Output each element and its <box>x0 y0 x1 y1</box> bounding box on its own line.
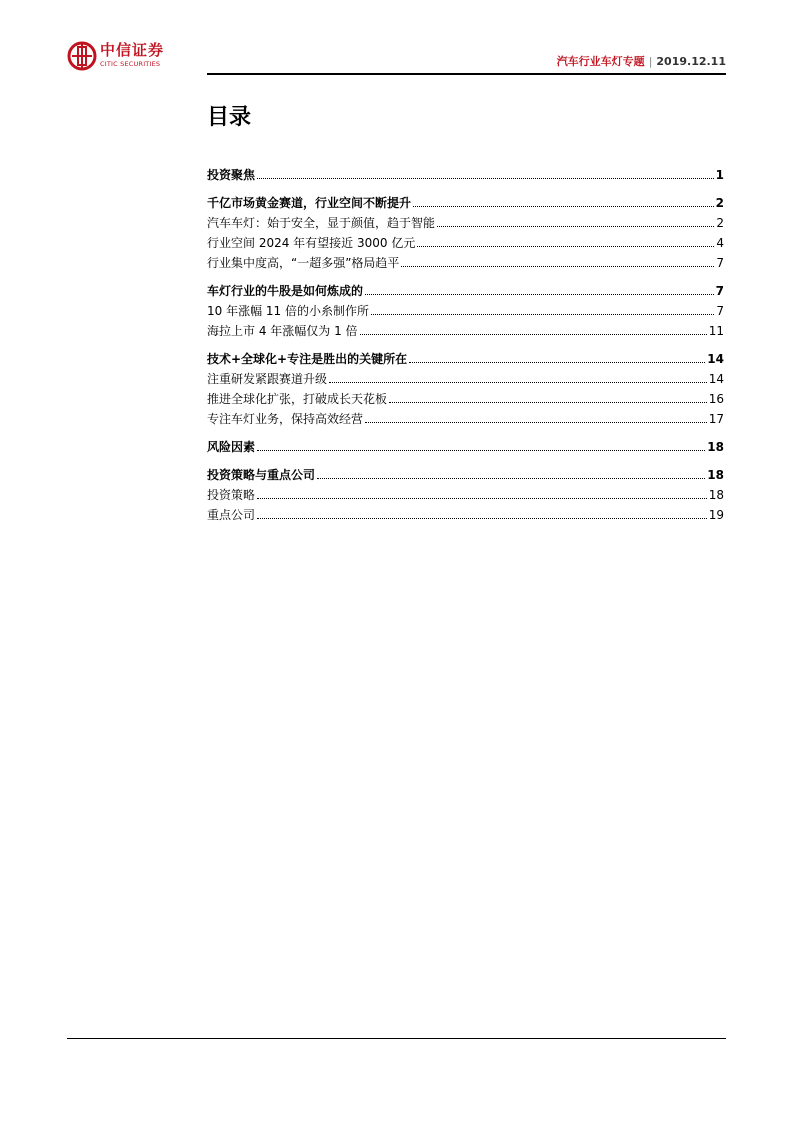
toc-entry[interactable] <box>207 279 724 299</box>
toc-entry[interactable] <box>207 299 724 319</box>
toc-entry-text: 风险因素 <box>207 440 256 454</box>
toc-leader-dots <box>371 314 714 315</box>
toc-entry[interactable] <box>207 435 724 455</box>
toc-leader-dots <box>409 362 705 363</box>
toc-entry-text: 汽车车灯：始于安全，显于颜值，趋于智能 <box>207 216 436 230</box>
toc-leader-dots <box>257 178 714 179</box>
toc-entry-text: 投资策略与重点公司 <box>207 468 316 482</box>
toc-entry-page: 14 <box>707 352 724 366</box>
toc-entry-text: 重点公司 <box>207 508 256 522</box>
toc-entry-text: 千亿市场黄金赛道，行业空间不断提升 <box>207 196 412 210</box>
toc-entry-page: 18 <box>708 488 724 502</box>
toc-entry[interactable] <box>207 251 724 271</box>
citic-logo-icon <box>67 41 97 71</box>
toc-leader-dots <box>413 206 714 207</box>
toc-entry-text: 技术+全球化+专注是胜出的关键所在 <box>207 352 408 366</box>
toc-leader-dots <box>389 402 707 403</box>
toc-entry-text: 投资聚焦 <box>207 168 256 182</box>
logo-english-name: CITIC SECURITIES <box>100 60 161 68</box>
toc-entry-text: 推进全球化扩张，打破成长天花板 <box>207 392 388 406</box>
toc-entry[interactable] <box>207 319 724 339</box>
toc-entry-text: 专注车灯业务，保持高效经营 <box>207 412 364 426</box>
footer-divider <box>67 1038 726 1039</box>
toc-entry-page: 2 <box>715 196 724 210</box>
toc-entry[interactable] <box>207 191 724 211</box>
toc-entry[interactable] <box>207 483 724 503</box>
toc-entry-page: 7 <box>715 284 724 298</box>
toc-entry[interactable] <box>207 163 724 183</box>
toc-leader-dots <box>437 226 714 227</box>
table-of-contents <box>207 163 724 523</box>
toc-leader-dots <box>257 450 705 451</box>
citic-logo <box>67 41 177 71</box>
toc-entry-page: 14 <box>708 372 724 386</box>
toc-entry-text: 10 年涨幅 11 倍的小糸制作所 <box>207 304 369 318</box>
toc-entry-text: 行业集中度高，“一超多强”格局趋平 <box>207 256 400 270</box>
logo-chinese-name: 中信证券 <box>100 41 165 59</box>
toc-entry-page: 11 <box>708 324 724 338</box>
toc-title: 目录 <box>207 105 252 130</box>
toc-entry[interactable] <box>207 211 724 231</box>
toc-leader-dots <box>360 334 707 335</box>
toc-entry[interactable] <box>207 347 724 367</box>
toc-entry-page: 17 <box>708 412 724 426</box>
toc-leader-dots <box>317 478 705 479</box>
toc-entry-page: 4 <box>716 236 724 250</box>
toc-entry-page: 18 <box>707 440 724 454</box>
toc-entry-page: 7 <box>716 304 724 318</box>
toc-entry-page: 19 <box>708 508 724 522</box>
toc-entry[interactable] <box>207 463 724 483</box>
toc-leader-dots <box>257 518 707 519</box>
toc-entry-text: 行业空间 2024 年有望接近 3000 亿元 <box>207 236 416 250</box>
toc-entry[interactable] <box>207 231 724 251</box>
report-date: 2019.12.11 <box>656 55 726 68</box>
header-separator: | <box>648 55 653 68</box>
toc-leader-dots <box>257 498 707 499</box>
toc-entry-text: 注重研发紧跟赛道升级 <box>207 372 328 386</box>
toc-entry-text: 车灯行业的牛股是如何炼成的 <box>207 284 364 298</box>
toc-entry-page: 7 <box>716 256 724 270</box>
toc-entry[interactable] <box>207 503 724 523</box>
toc-entry[interactable] <box>207 387 724 407</box>
toc-leader-dots <box>401 266 714 267</box>
toc-entry-page: 2 <box>716 216 724 230</box>
toc-entry-text: 海拉上市 4 年涨幅仅为 1 倍 <box>207 324 358 338</box>
toc-entry[interactable] <box>207 407 724 427</box>
header-divider <box>207 73 726 75</box>
toc-entry-text: 投资策略 <box>207 488 256 502</box>
report-topic: 汽车行业车灯专题 <box>556 55 645 68</box>
toc-entry[interactable] <box>207 367 724 387</box>
toc-entry-page: 16 <box>708 392 724 406</box>
toc-leader-dots <box>365 422 707 423</box>
toc-leader-dots <box>329 382 707 383</box>
toc-leader-dots <box>365 294 714 295</box>
report-header <box>557 55 726 69</box>
toc-entry-page: 18 <box>707 468 724 482</box>
toc-entry-page: 1 <box>715 168 724 182</box>
toc-leader-dots <box>417 246 714 247</box>
